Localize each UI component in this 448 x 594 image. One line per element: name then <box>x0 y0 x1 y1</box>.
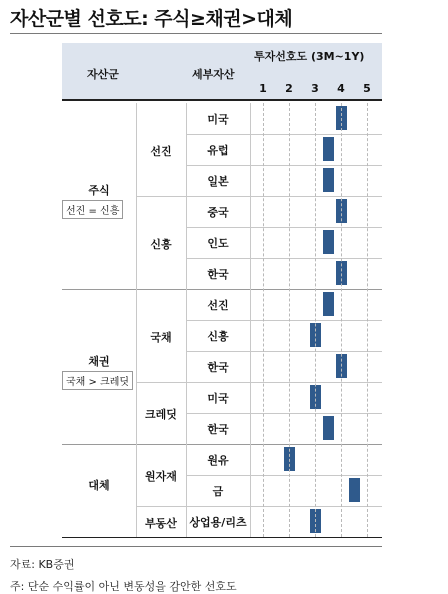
subgroup-divider <box>136 196 382 197</box>
group-column-line <box>136 289 137 444</box>
group-label: 채권 <box>88 354 110 368</box>
scale-guide <box>341 103 342 537</box>
row-label: 유럽 <box>207 144 229 157</box>
scale-guide <box>367 103 368 537</box>
subgroup-label: 부동산 <box>145 516 177 530</box>
item-column-line <box>186 103 187 537</box>
group-note: 국채 > 크레딧 <box>62 371 133 390</box>
group-label: 주식 <box>88 184 110 197</box>
row-label: 한국 <box>207 423 229 436</box>
header-sub-asset: 세부자산 <box>192 68 235 81</box>
row-label: 중국 <box>207 206 229 219</box>
subgroup-divider <box>136 382 382 383</box>
scale-guide <box>315 103 316 537</box>
footer-divider <box>10 546 382 547</box>
row-divider <box>186 475 382 476</box>
preference-bar <box>323 168 334 192</box>
row-divider <box>186 227 382 228</box>
preference-bar <box>349 478 360 502</box>
row-divider <box>186 165 382 166</box>
header-scale-1: 1 <box>259 82 267 95</box>
subgroup-label: 국채 <box>150 330 172 344</box>
header-bottom-rule <box>62 99 382 101</box>
group-divider <box>62 444 382 445</box>
group-column-line <box>136 103 137 289</box>
subgroup-label: 크레딧 <box>145 408 177 421</box>
subgroup-label: 선진 <box>150 144 172 158</box>
row-divider <box>186 320 382 321</box>
row-divider <box>186 258 382 259</box>
scale-column-line <box>250 103 251 537</box>
subgroup-label: 신흥 <box>150 237 172 251</box>
row-label: 한국 <box>207 361 229 374</box>
header-scale-5: 5 <box>363 82 371 95</box>
title-divider <box>10 33 382 34</box>
preference-bar <box>323 137 334 161</box>
subgroup-label: 원자재 <box>145 470 177 483</box>
header-scale-2: 2 <box>285 82 293 95</box>
row-divider <box>186 351 382 352</box>
scale-guide <box>263 103 264 537</box>
row-label: 금 <box>212 485 224 498</box>
table-bottom-rule <box>62 537 382 538</box>
group-label: 대체 <box>88 478 110 492</box>
header-preference: 투자선호도 (3M~1Y) <box>254 50 365 63</box>
group-column-line <box>136 444 137 537</box>
page-title: 자산군별 선호도: 주식≥채권>대체 <box>10 8 293 30</box>
scale-guide <box>289 103 290 537</box>
row-label: 인도 <box>207 237 229 250</box>
group-divider <box>62 289 382 290</box>
group-note: 선진 = 신흥 <box>62 200 123 219</box>
row-label: 일본 <box>207 175 229 188</box>
row-label: 선진 <box>207 299 229 312</box>
subgroup-divider <box>136 506 382 507</box>
preference-bar <box>323 230 334 254</box>
row-divider <box>186 413 382 414</box>
row-label: 신흥 <box>207 330 229 343</box>
preference-bar <box>323 416 334 440</box>
preference-bar <box>323 292 334 316</box>
row-label: 미국 <box>207 113 229 126</box>
row-label: 한국 <box>207 268 229 281</box>
row-label: 원유 <box>207 454 229 467</box>
header-scale-3: 3 <box>311 82 319 95</box>
footnote: 주: 단순 수익률이 아닌 변동성을 감안한 선호도 <box>10 580 237 593</box>
header-scale-4: 4 <box>337 82 345 95</box>
source-note: 자료: KB증권 <box>10 558 75 571</box>
header-asset-class: 자산군 <box>87 68 119 81</box>
row-label: 상업용/리츠 <box>189 516 247 529</box>
row-divider <box>186 134 382 135</box>
row-label: 미국 <box>207 392 229 405</box>
